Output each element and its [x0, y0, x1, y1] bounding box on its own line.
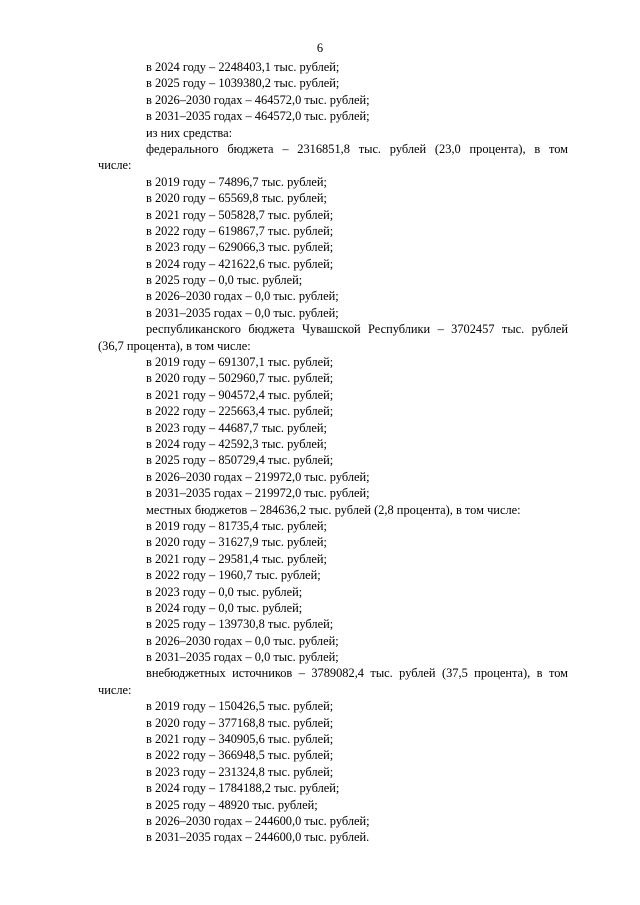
text-line: в 2019 году – 150426,5 тыс. рублей;	[146, 699, 334, 714]
text-line: в 2022 году – 1960,7 тыс. рублей;	[146, 568, 321, 583]
text-line: в 2021 году – 340905,6 тыс. рублей;	[146, 732, 334, 747]
text-line: в 2022 году – 225663,4 тыс. рублей;	[146, 404, 334, 419]
text-line: в 2019 году – 81735,4 тыс. рублей;	[146, 518, 327, 533]
text-line: в 2024 году – 421622,6 тыс. рублей;	[146, 256, 334, 271]
text-line: федерального бюджета – 2316851,8 тыс. рублей (23,0 процента), в том	[146, 141, 568, 156]
text-line: в 2022 году – 366948,5 тыс. рублей;	[146, 748, 334, 763]
text-line: в 2023 году – 0,0 тыс. рублей;	[146, 584, 303, 599]
text-line: в 2021 году – 505828,7 тыс. рублей;	[146, 207, 334, 222]
text-line: в 2025 году – 48920 тыс. рублей;	[146, 797, 318, 812]
text-line: в 2022 году – 619867,7 тыс. рублей;	[146, 223, 334, 238]
text-line: в 2025 году – 850729,4 тыс. рублей;	[146, 453, 334, 468]
text-line: внебюджетных источников – 3789082,4 тыс. рублей (37,5 процента), в том	[146, 666, 568, 681]
document-body	[98, 59, 568, 846]
text-line: из них средства:	[146, 125, 233, 140]
text-line: в 2019 году – 691307,1 тыс. рублей;	[146, 355, 334, 370]
text-line: (36,7 процента), в том числе:	[98, 338, 251, 353]
text-line: в 2020 году – 377168,8 тыс. рублей;	[146, 715, 334, 730]
text-line: в 2025 году – 0,0 тыс. рублей;	[146, 273, 303, 288]
text-line: в 2031–2035 годах – 219972,0 тыс. рублей;	[146, 486, 370, 501]
text-line: в 2026–2030 годах – 0,0 тыс. рублей;	[146, 289, 339, 304]
text-line: в 2023 году – 44687,7 тыс. рублей;	[146, 420, 327, 435]
text-line: числе:	[98, 158, 132, 173]
text-line: в 2025 году – 139730,8 тыс. рублей;	[146, 617, 334, 632]
text-line: в 2026–2030 годах – 464572,0 тыс. рублей;	[146, 92, 370, 107]
text-line: в 2025 году – 1039380,2 тыс. рублей;	[146, 76, 340, 91]
text-line: в 2031–2035 годах – 0,0 тыс. рублей;	[146, 650, 339, 665]
text-line: в 2021 году – 29581,4 тыс. рублей;	[146, 551, 327, 566]
text-line: в 2021 году – 904572,4 тыс. рублей;	[146, 387, 334, 402]
text-line: в 2024 году – 0,0 тыс. рублей;	[146, 600, 303, 615]
text-line: в 2023 году – 629066,3 тыс. рублей;	[146, 240, 334, 255]
text-line: местных бюджетов – 284636,2 тыс. рублей (2,8 процента), в том числе:	[146, 502, 521, 517]
text-line: в 2019 году – 74896,7 тыс. рублей;	[146, 174, 327, 189]
text-line: в 2023 году – 231324,8 тыс. рублей;	[146, 764, 334, 779]
text-line: в 2026–2030 годах – 0,0 тыс. рублей;	[146, 633, 339, 648]
text-line: республиканского бюджета Чувашской Республики – 3702457 тыс. рублей	[146, 322, 568, 337]
text-line: в 2020 году – 502960,7 тыс. рублей;	[146, 371, 334, 386]
page-number: 6	[316, 41, 324, 55]
text-line: в 2020 году – 31627,9 тыс. рублей;	[146, 535, 327, 550]
text-line: в 2031–2035 годах – 244600,0 тыс. рублей.	[146, 830, 370, 845]
text-line: в 2024 году – 42592,3 тыс. рублей;	[146, 436, 327, 451]
text-line: в 2020 году – 65569,8 тыс. рублей;	[146, 191, 327, 206]
text-line: в 2031–2035 годах – 464572,0 тыс. рублей;	[146, 109, 370, 124]
text-line: в 2031–2035 годах – 0,0 тыс. рублей;	[146, 305, 339, 320]
text-line: в 2026–2030 годах – 219972,0 тыс. рублей;	[146, 469, 370, 484]
text-line: в 2026–2030 годах – 244600,0 тыс. рублей;	[146, 813, 370, 828]
text-line: в 2024 году – 2248403,1 тыс. рублей;	[146, 60, 340, 74]
text-line: в 2024 году – 1784188,2 тыс. рублей;	[146, 781, 340, 796]
text-line: числе:	[98, 682, 132, 697]
